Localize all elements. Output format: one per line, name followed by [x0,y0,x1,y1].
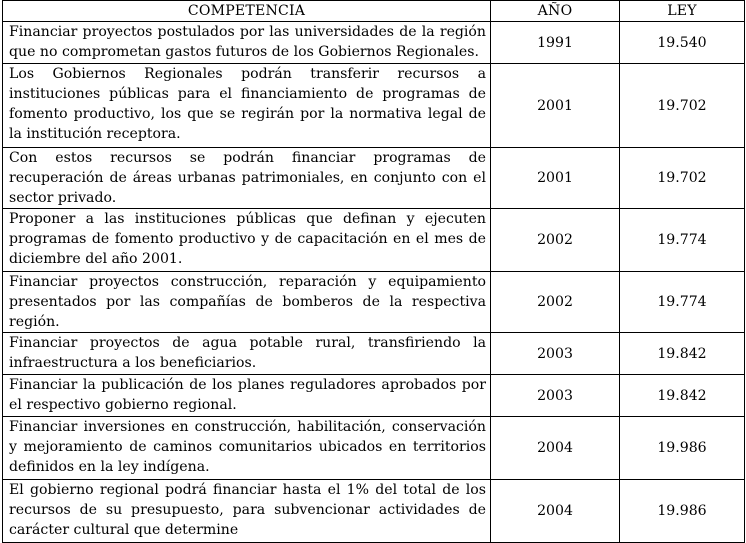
competencia-cell: Financiar proyectos de agua potable rural, transfiriendo la infraestructura a los beneficiarios. [3,333,491,375]
header-ley: LEY [620,1,745,22]
ley-cell: 19.986 [620,417,745,480]
competencia-cell: Financiar inversiones en construcción, habilitación, conservación y mejoramiento de caminos comunitarios ubicados en territorios definidos en la ley indígena. [3,417,491,480]
table-row [3,209,745,272]
anio-cell: 1991 [491,22,620,64]
ley-cell: 19.774 [620,209,745,272]
table-row [3,64,745,148]
table-row [3,272,745,333]
competencia-cell: Financiar proyectos construcción, reparación y equipamiento presentados por las compañías de bomberos de la respectiva región. [3,272,491,333]
competencia-cell: El gobierno regional podrá financiar hasta el 1% del total de los recursos de su presupuesto, para subvencionar actividades de carácter cultural que determine [3,480,491,543]
ley-cell: 19.702 [620,148,745,209]
anio-cell: 2003 [491,375,620,417]
ley-cell: 19.986 [620,480,745,543]
competencia-cell: Financiar proyectos postulados por las universidades de la región que no comprometan gastos futuros de los Gobiernos Regionales. [3,22,491,64]
table-row [3,22,745,64]
competencias-table [2,0,745,543]
competencia-cell: Financiar la publicación de los planes reguladores aprobados por el respectivo gobierno regional. [3,375,491,417]
ley-cell: 19.540 [620,22,745,64]
ley-cell: 19.842 [620,375,745,417]
table-row [3,333,745,375]
ley-cell: 19.774 [620,272,745,333]
anio-cell: 2004 [491,480,620,543]
competencia-cell: Con estos recursos se podrán financiar programas de recuperación de áreas urbanas patrimoniales, en conjunto con el sector privado. [3,148,491,209]
anio-cell: 2001 [491,148,620,209]
table-header-row [3,1,745,22]
anio-cell: 2001 [491,64,620,148]
anio-cell: 2002 [491,272,620,333]
ley-cell: 19.702 [620,64,745,148]
anio-cell: 2002 [491,209,620,272]
table-row [3,480,745,543]
table-row [3,148,745,209]
header-competencia: COMPETENCIA [3,1,491,22]
anio-cell: 2003 [491,333,620,375]
competencia-cell: Los Gobiernos Regionales podrán transferir recursos a instituciones públicas para el financiamiento de programas de fomento productivo, los que se regirán por la normativa legal de la institución receptora. [3,64,491,148]
table-row [3,417,745,480]
anio-cell: 2004 [491,417,620,480]
header-anio: AÑO [491,1,620,22]
ley-cell: 19.842 [620,333,745,375]
competencia-cell: Proponer a las instituciones públicas que definan y ejecuten programas de fomento productivo y de capacitación en el mes de diciembre del año 2001. [3,209,491,272]
table-row [3,375,745,417]
